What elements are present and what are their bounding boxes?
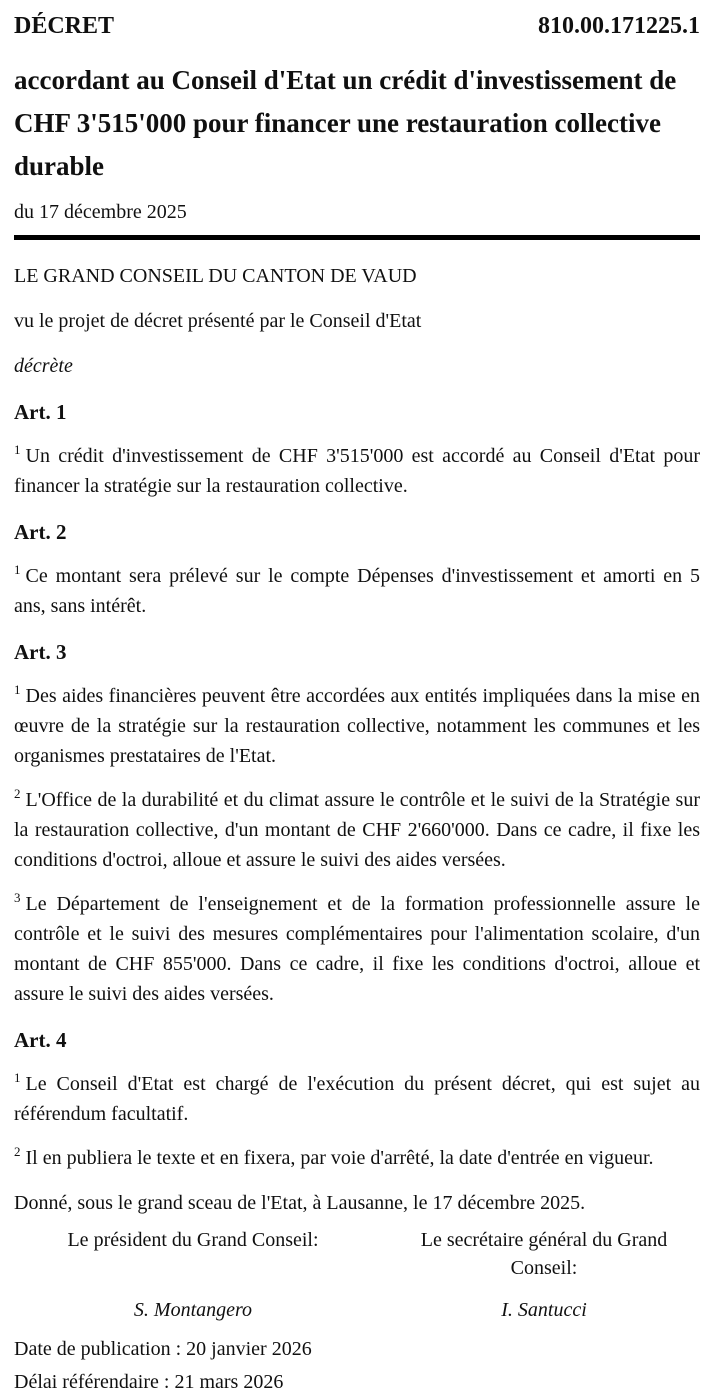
considering-line: vu le projet de décret présenté par le Conseil d'Etat	[14, 310, 422, 332]
paragraph-number: 3	[14, 890, 21, 906]
article-3	[14, 637, 700, 1009]
article-paragraph	[14, 681, 700, 771]
paragraph-number: 1	[14, 442, 21, 458]
document-title: accordant au Conseil d'Etat un crédit d'investissement de CHF 3'515'000 pour financer une restauration collective durable	[14, 65, 677, 181]
seal-line: Donné, sous le grand sceau de l'Etat, à Lausanne, le 17 décembre 2025.	[14, 1192, 586, 1214]
decree-date-line: du 17 décembre 2025	[14, 201, 187, 223]
reference-number: 810.00.171225.1	[538, 13, 700, 39]
document-header	[14, 10, 700, 42]
enacting-formula: décrète	[14, 355, 73, 377]
separator-rule	[14, 235, 700, 240]
article-paragraph	[14, 1069, 700, 1129]
paragraph-text: Des aides financières peuvent être accordées aux entités impliquées dans la mise en œuvre de la stratégie sur la restauration collective, notamment les communes et les organismes prestataires de l'Etat.	[14, 685, 700, 767]
article-paragraph	[14, 561, 700, 621]
article-heading: Art. 4	[14, 1028, 67, 1052]
paragraph-text: Le Conseil d'Etat est chargé de l'exécution du présent décret, qui est sujet au référendum facultatif.	[14, 1073, 700, 1125]
paragraph-text: Le Département de l'enseignement et de la formation professionnelle assure le contrôle et le suivi des mesures complémentaires pour l'alimentation scolaire, d'un montant de CHF 855'000. Dans ce cadre, il fixe les conditions d'octroi, alloue et assure le suivi des aides versées.	[14, 893, 700, 1005]
paragraph-number: 2	[14, 1144, 21, 1160]
paragraph-text: Il en publiera le texte et en fixera, par voie d'arrêté, la date d'entrée en vigueur.	[25, 1147, 654, 1169]
paragraph-number: 1	[14, 562, 21, 578]
signature-president	[38, 1226, 348, 1324]
article-heading: Art. 2	[14, 520, 67, 544]
paragraph-text: L'Office de la durabilité et du climat assure le contrôle et le suivi de la Stratégie sur la restauration collective, d'un montant de CHF 2'660'000. Dans ce cadre, il fixe les conditions d'octroi, alloue et assure le suivi des aides versées.	[14, 789, 700, 871]
article-2	[14, 517, 700, 621]
article-1	[14, 397, 700, 501]
article-paragraph	[14, 785, 700, 875]
article-paragraph	[14, 441, 700, 501]
doc-type-label: DÉCRET	[14, 13, 115, 39]
signature-name: S. Montangero	[133, 1299, 253, 1321]
paragraph-number: 1	[14, 682, 21, 698]
article-paragraph	[14, 1143, 700, 1173]
signature-secretary	[404, 1226, 684, 1324]
signature-role: Le président du Grand Conseil:	[67, 1229, 319, 1251]
paragraph-text: Ce montant sera prélevé sur le compte Dépenses d'investissement et amorti en 5 ans, sans intérêt.	[14, 565, 700, 617]
referendum-deadline-line: Délai référendaire : 21 mars 2026	[14, 1371, 284, 1393]
signature-name: I. Santucci	[501, 1299, 587, 1321]
signature-role: Le secrétaire général du Grand Conseil:	[420, 1229, 668, 1279]
article-paragraph	[14, 889, 700, 1009]
publication-date-line: Date de publication : 20 janvier 2026	[14, 1338, 312, 1360]
footer-block	[14, 1335, 700, 1396]
article-heading: Art. 1	[14, 400, 67, 424]
paragraph-text: Un crédit d'investissement de CHF 3'515'000 est accordé au Conseil d'Etat pour financer la stratégie sur la restauration collective.	[14, 445, 700, 497]
article-heading: Art. 3	[14, 640, 67, 664]
paragraph-number: 1	[14, 1070, 21, 1086]
signature-block	[14, 1226, 700, 1324]
paragraph-number: 2	[14, 786, 21, 802]
authority-line: LE GRAND CONSEIL DU CANTON DE VAUD	[14, 265, 417, 287]
article-4	[14, 1025, 700, 1173]
